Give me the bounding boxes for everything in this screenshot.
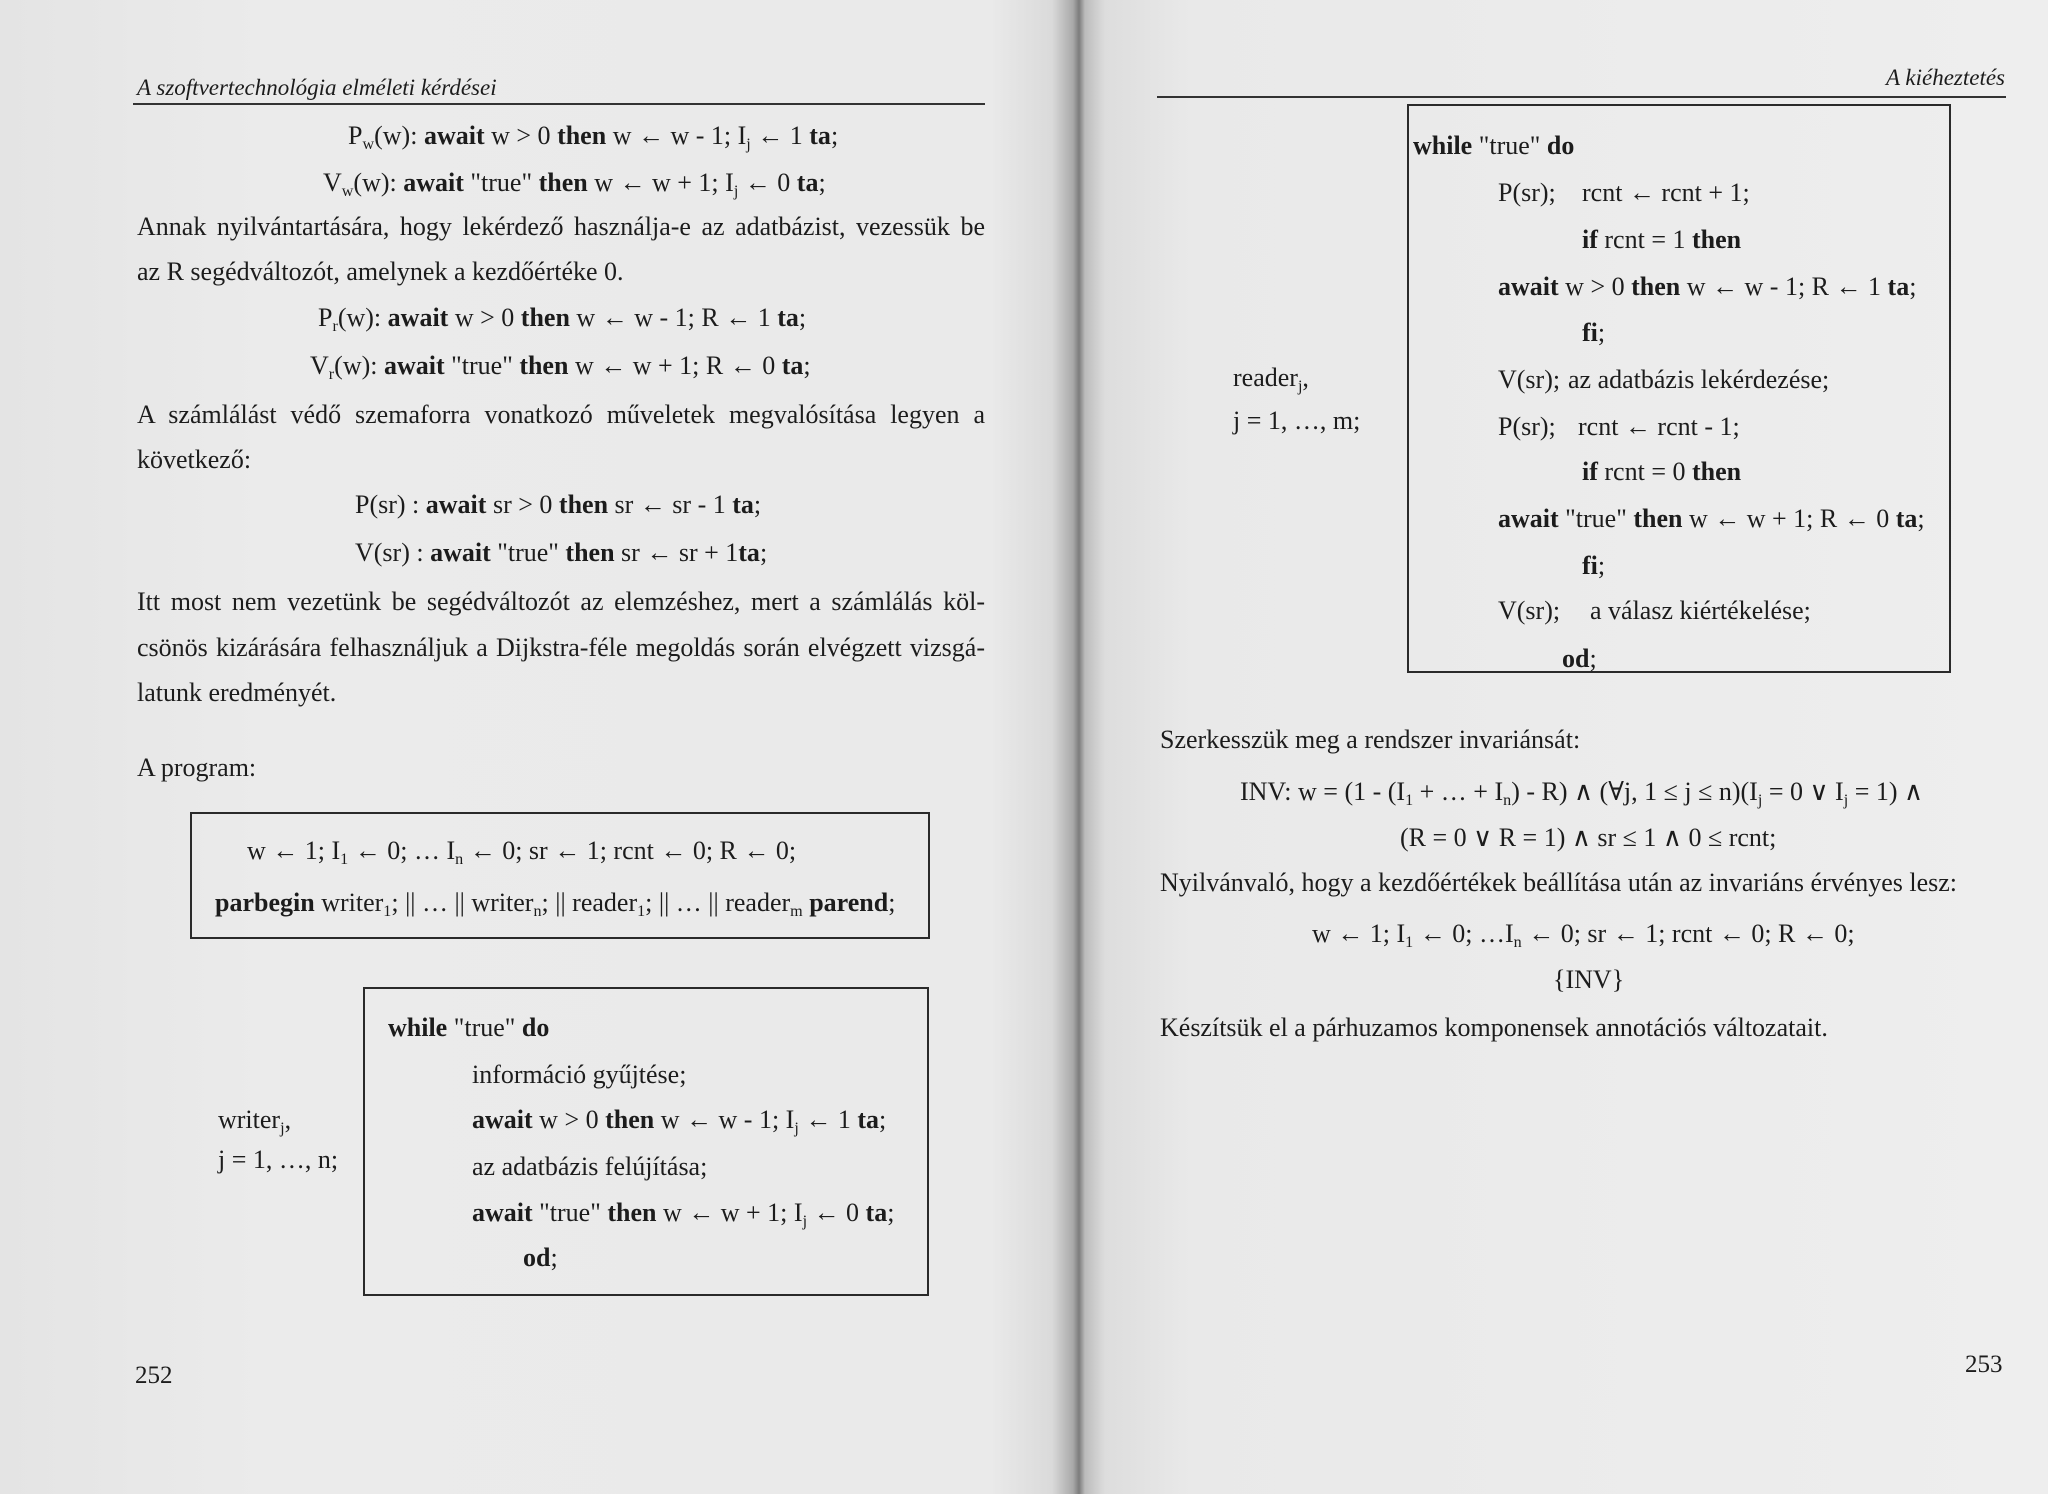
right-page — [1085, 0, 2048, 1494]
subscript: n — [1503, 791, 1512, 809]
paragraph-line: Szerkesszük meg a rendszer invariánsát: — [1160, 725, 1581, 754]
keyword: ta — [1895, 504, 1918, 533]
text-run: ← 1 — [798, 1105, 858, 1134]
text-run: ) - R) ∧ (∀j, 1 ≤ j ≤ n)(I — [1511, 777, 1758, 806]
keyword: ta — [809, 121, 831, 150]
text-run: sr ← sr - 1 — [608, 490, 733, 519]
text-run: w ← w + 1; R ← 0 — [1682, 504, 1896, 533]
text-run: w ← w - 1; I — [606, 121, 747, 150]
text-run: "true" — [444, 351, 520, 380]
subscript: w — [341, 182, 354, 200]
keyword: parend — [809, 888, 889, 917]
subscript: j — [746, 135, 751, 153]
text-run: információ gyűjtése; — [472, 1060, 687, 1089]
invariant-formula — [1240, 776, 1923, 812]
text-run: ; — [1909, 272, 1917, 301]
text-run: w ← w - 1; I — [654, 1105, 795, 1134]
keyword: while — [1413, 131, 1473, 160]
text-run: rcnt = 0 — [1597, 457, 1692, 486]
text-run: writer — [314, 888, 384, 917]
keyword: while — [388, 1013, 448, 1042]
formula-p-w — [348, 120, 838, 156]
page-number: 253 — [1965, 1351, 2003, 1378]
text-run: ; — [1597, 551, 1606, 580]
writer-range: j = 1, …, n; — [218, 1145, 339, 1174]
subscript: n — [1513, 933, 1522, 951]
text-run: w ← w + 1; I — [656, 1198, 803, 1227]
subscript: j — [1843, 791, 1849, 809]
text-run: P — [318, 303, 333, 332]
code-line: V(sr); — [1498, 596, 1561, 625]
formula-p-r — [318, 302, 806, 338]
paragraph-line: csönös kizárására felhasználjuk a Dijkstra-féle megoldás során elvégzett vizsgá- — [137, 633, 985, 662]
subscript: j — [1297, 377, 1303, 395]
code-line — [472, 1197, 894, 1233]
subscript: j — [1757, 791, 1763, 809]
text-run: P — [348, 121, 363, 150]
keyword: ta — [777, 303, 799, 332]
code-line — [388, 1012, 549, 1044]
keyword: do — [521, 1013, 550, 1042]
text-run: ; || … || reader — [645, 888, 791, 917]
keyword: if — [1582, 457, 1598, 486]
paragraph-line: Itt most nem vezetünk be segédváltozót az elemzéshez, mert a számlálás köl- — [137, 587, 985, 616]
keyword: parbegin — [215, 888, 315, 917]
parbegin-statement — [215, 887, 895, 923]
keyword: await — [472, 1105, 533, 1134]
keyword: then — [557, 121, 607, 150]
subscript: j — [280, 1119, 285, 1137]
text-run: "true" — [447, 1013, 522, 1042]
keyword: await — [1498, 504, 1559, 533]
text-run: V(sr) : — [355, 538, 431, 567]
text-run: "true" — [1472, 131, 1547, 160]
subscript: 1 — [340, 850, 349, 868]
keyword: await — [423, 121, 485, 150]
subscript: 1 — [637, 902, 646, 920]
text-run: ← 0; …I — [1413, 919, 1514, 948]
text-run: ; — [888, 888, 896, 917]
subscript: r — [328, 365, 335, 383]
code-line — [1562, 643, 1597, 675]
keyword: if — [1582, 225, 1598, 254]
keyword: then — [558, 490, 609, 519]
text-run: (w): — [337, 303, 388, 332]
keyword: await — [403, 168, 464, 197]
keyword: then — [1631, 272, 1681, 301]
subscript: r — [332, 317, 338, 335]
text-run: w ← 1; I — [247, 836, 341, 865]
code-line — [1413, 130, 1574, 162]
subscript: n — [533, 902, 542, 920]
keyword: await — [430, 538, 491, 567]
keyword: await — [425, 490, 487, 519]
formula-v-r — [310, 350, 811, 386]
paragraph-line: Annak nyilvántartására, hogy lekérdező használja-e az adatbázist, vezessük be — [137, 212, 985, 241]
running-head: A szoftvertechnológia elméleti kérdései — [137, 75, 497, 100]
text-run: ; || reader — [541, 888, 638, 917]
code-line — [472, 1059, 686, 1091]
code-line — [1582, 317, 1605, 349]
text-run: V — [323, 168, 342, 197]
keyword: fi — [1582, 551, 1598, 580]
keyword: od — [523, 1243, 551, 1272]
text-run: sr > 0 — [486, 490, 559, 519]
subscript: m — [790, 902, 803, 920]
text-run: ← 0; sr ← 1; rcnt ← 0; R ← 0; — [1521, 919, 1855, 948]
keyword: then — [607, 1198, 657, 1227]
text-run: ; — [798, 303, 807, 332]
subscript: j — [733, 182, 739, 200]
text-run: w ← w + 1; I — [587, 168, 734, 197]
subscript: j — [802, 1212, 808, 1230]
text-run: P(sr) : — [355, 490, 426, 519]
keyword: fi — [1582, 318, 1598, 347]
keyword: then — [538, 168, 588, 197]
init-statement — [1312, 918, 1855, 954]
assertion: {INV} — [1553, 965, 1625, 994]
program-label: A program: — [137, 753, 257, 782]
code-line: V(sr); — [1498, 365, 1561, 394]
keyword: then — [605, 1105, 655, 1134]
text-run: (w): — [374, 121, 424, 150]
code-line: P(sr); — [1498, 178, 1556, 207]
code-line — [1582, 550, 1605, 582]
text-run: ; — [759, 538, 768, 567]
text-run: w ← 1; I — [1312, 919, 1406, 948]
code-line — [523, 1242, 558, 1274]
text-run: ; — [1917, 504, 1925, 533]
text-run: w ← w - 1; R ← 1 — [1680, 272, 1888, 301]
text-run: , — [284, 1105, 292, 1134]
running-head: A kiéheztetés — [1886, 65, 2005, 90]
keyword: do — [1546, 131, 1575, 160]
paragraph-line: A számlálást védő szemaforra vonatkozó műveletek megvalósítása legyen a — [137, 400, 985, 429]
subscript: 1 — [1405, 933, 1414, 951]
keyword: ta — [796, 168, 819, 197]
keyword: then — [1633, 504, 1683, 533]
text-run: ; — [830, 121, 839, 150]
text-run: ; — [803, 351, 811, 380]
formula-v-w — [323, 167, 826, 203]
text-run: w > 0 — [484, 121, 558, 150]
keyword: then — [519, 351, 569, 380]
code-line: az adatbázis lekérdezése; — [1568, 365, 1830, 394]
code-line — [472, 1104, 886, 1140]
subscript: j — [794, 1119, 799, 1137]
text-run: w > 0 — [448, 303, 521, 332]
paragraph-line: az R segédváltozót, amelynek a kezdőértéke 0. — [137, 257, 624, 286]
subscript: 1 — [383, 902, 392, 920]
keyword: await — [472, 1198, 533, 1227]
text-run: ; — [818, 168, 826, 197]
code-line — [1498, 503, 1925, 535]
keyword: then — [520, 303, 570, 332]
text-run: ← 0; sr ← 1; rcnt ← 0; R ← 0; — [463, 836, 797, 865]
keyword: ta — [738, 538, 760, 567]
keyword: then — [565, 538, 615, 567]
text-run: reader — [1233, 363, 1298, 392]
text-run: + … + I — [1413, 777, 1504, 806]
invariant-formula: (R = 0 ∨ R = 1) ∧ sr ≤ 1 ∧ 0 ≤ rcnt; — [1400, 823, 1777, 852]
formula-v-sr — [355, 537, 767, 569]
text-run: ; — [1589, 644, 1597, 673]
text-run: (w): — [353, 168, 404, 197]
code-line: P(sr); — [1498, 412, 1556, 441]
text-run: = 1) ∧ — [1848, 777, 1924, 806]
text-run: (w): — [334, 351, 384, 380]
text-run: "true" — [463, 168, 539, 197]
keyword: await — [1498, 272, 1559, 301]
text-run: ; — [550, 1243, 558, 1272]
paragraph-line: latunk eredményét. — [137, 678, 337, 707]
code-line: rcnt ← rcnt + 1; — [1582, 178, 1750, 207]
subscript: 1 — [1405, 791, 1414, 809]
subscript: n — [455, 850, 464, 868]
writer-label — [218, 1104, 291, 1140]
keyword: od — [1562, 644, 1590, 673]
text-run: ← 1 — [750, 121, 810, 150]
text-run: w ← w - 1; R ← 1 — [569, 303, 778, 332]
text-run: ; — [1597, 318, 1606, 347]
text-run: ; — [887, 1198, 895, 1227]
text-run: ; — [753, 490, 762, 519]
text-run: INV: w = (1 - (I — [1240, 777, 1406, 806]
text-run: w > 0 — [532, 1105, 606, 1134]
code-line — [1498, 271, 1916, 303]
text-run: ← 0 — [738, 168, 797, 197]
paragraph-line: következő: — [137, 445, 252, 474]
keyword: await — [387, 303, 449, 332]
text-run: w > 0 — [1558, 272, 1632, 301]
init-statement — [247, 835, 796, 871]
text-run: "true" — [1558, 504, 1634, 533]
page-number: 252 — [135, 1362, 173, 1389]
keyword: ta — [857, 1105, 879, 1134]
text-run: V — [310, 351, 329, 380]
keyword: ta — [1887, 272, 1910, 301]
text-run: "true" — [490, 538, 566, 567]
keyword: ta — [781, 351, 804, 380]
text-run: az adatbázis felújítása; — [472, 1152, 708, 1181]
text-run: sr ← sr + 1 — [614, 538, 739, 567]
keyword: then — [1691, 225, 1742, 254]
text-run: w ← w + 1; R ← 0 — [568, 351, 782, 380]
keyword: await — [383, 351, 445, 380]
keyword: ta — [732, 490, 754, 519]
keyword: then — [1691, 457, 1742, 486]
code-line — [1582, 456, 1741, 488]
text-run: "true" — [532, 1198, 608, 1227]
formula-p-sr — [355, 489, 761, 521]
text-run: ← 0; … I — [348, 836, 456, 865]
text-run: ← 0 — [807, 1198, 866, 1227]
keyword: ta — [865, 1198, 888, 1227]
text-run: = 0 ∨ I — [1762, 777, 1844, 806]
header-rule — [133, 103, 985, 105]
text-run: ; — [879, 1105, 887, 1134]
header-rule — [1157, 96, 2006, 98]
paragraph-line: Nyilvánvaló, hogy a kezdőértékek beállítása után az invariáns érvényes lesz: — [1160, 868, 1958, 897]
code-line: a válasz kiértékelése; — [1590, 596, 1811, 625]
reader-range: j = 1, …, m; — [1233, 406, 1361, 435]
text-run: , — [1302, 363, 1309, 392]
text-run: ; || … || writer — [391, 888, 534, 917]
code-line — [1582, 224, 1741, 256]
reader-label — [1233, 362, 1309, 398]
code-line — [472, 1151, 707, 1183]
code-line: rcnt ← rcnt - 1; — [1578, 412, 1740, 441]
subscript: w — [362, 135, 375, 153]
text-run: rcnt = 1 — [1597, 225, 1692, 254]
text-run: writer — [218, 1105, 281, 1134]
paragraph-line: Készítsük el a párhuzamos komponensek annotációs változatait. — [1160, 1013, 1828, 1042]
